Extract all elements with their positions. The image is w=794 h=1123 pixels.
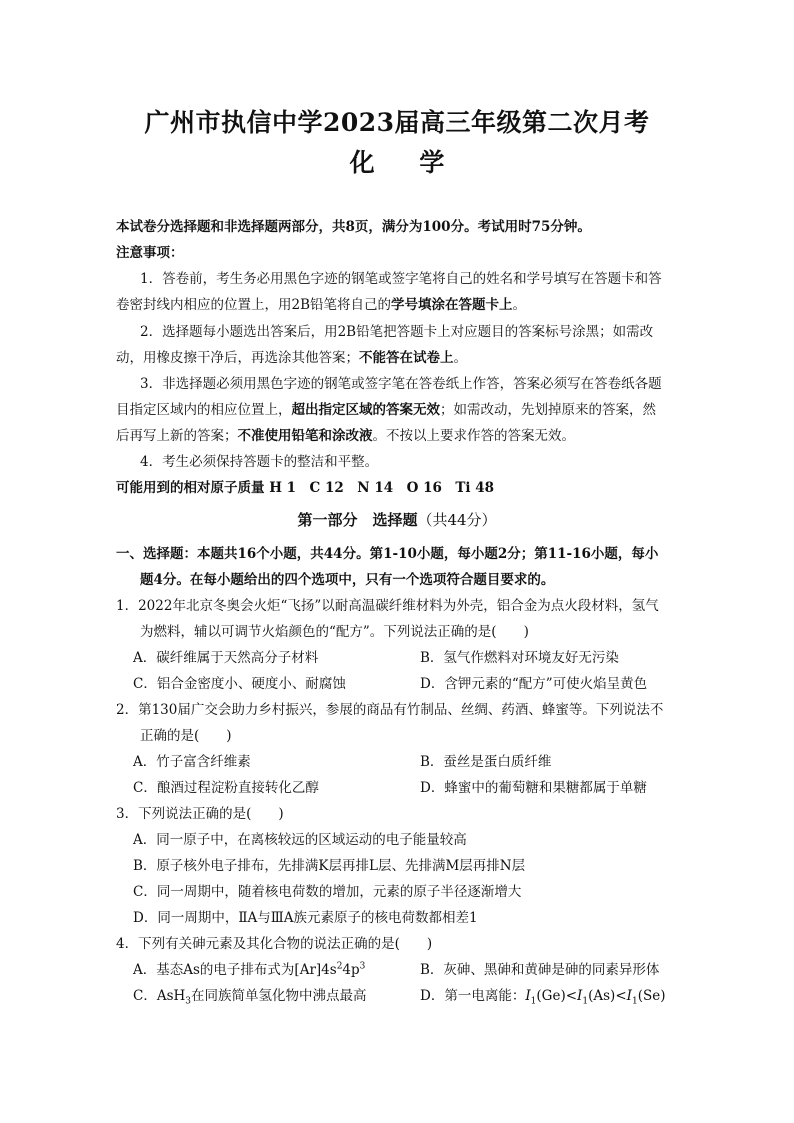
- notice-heading: 注意事项：: [116, 245, 184, 261]
- section-instructions-line-2: 题4分。在每小题给出的四个选项中，只有一个选项符合题目要求的。: [140, 572, 555, 588]
- exam-summary: 本试卷分选择题和非选择题两部分，共8页，满分为100分。考试用时75分钟。: [116, 219, 591, 235]
- q3-option-b: B．原子核外电子排布，先排满K层再排L层、先排满M层再排N层: [133, 858, 526, 874]
- q4-option-b: B．灰砷、黑砷和黄砷是砷的同素异形体: [420, 962, 660, 978]
- atomic-mass-line: 可能用到的相对原子质量 H 1 C 12 N 14 O 16 Ti 48: [116, 480, 495, 496]
- q3-option-a: A．同一原子中，在离核较远的区域运动的电子能量较高: [133, 832, 467, 848]
- q2-stem-line-1: 2．第130届广交会助力乡村振兴，参展的商品有竹制品、丝绸、药酒、蜂蜜等。下列说法不: [116, 702, 664, 718]
- note-2-line-1: 2．选择题每小题选出答案后，用2B铅笔把答题卡上对应题目的答案标号涂黑；如需改: [140, 324, 654, 340]
- q2-option-b: B．蚕丝是蛋白质纤维: [420, 754, 552, 770]
- q3-option-d: D．同一周期中，ⅡA与ⅢA族元素原子的核电荷数都相差1: [133, 910, 478, 926]
- q3-stem: 3．下列说法正确的是( ): [116, 806, 284, 822]
- q4-option-d: D．第一电离能：$I_1(Ge)<I_1(As)<I_1(Se)$: [420, 988, 666, 1007]
- q4-stem: 4．下列有关砷元素及其化合物的说法正确的是( ): [116, 936, 433, 952]
- q2-stem-line-2: 正确的是( ): [140, 728, 232, 744]
- section-title: 第一部分 选择题（共44分）: [297, 511, 497, 529]
- section-instructions-line-1: 一、选择题：本题共16个小题，共44分。第1-10小题，每小题2分；第11-16小题，每小: [116, 546, 659, 562]
- q4-option-a: A．基态As的电子排布式为$[Ar]4s^24p^3$: [133, 961, 366, 978]
- q1-option-d: D．含钾元素的“配方”可使火焰呈黄色: [420, 676, 648, 692]
- q2-option-a: A．竹子富含纤维素: [133, 754, 251, 770]
- note-2-line-2: 动，用橡皮擦干净后，再选涂其他答案；不能答在试卷上。: [116, 350, 467, 366]
- q1-stem-line-1: 1．2022年北京冬奥会火炬“飞扬”以耐高温碳纤维材料为外壳，铝合金为点火段材料，氢气: [116, 598, 659, 614]
- subject-title: 化 学: [349, 148, 463, 177]
- note-1-line-1: 1．答卷前，考生务必用黑色字迹的钢笔或签字笔将自己的姓名和学号填写在答题卡和答: [140, 271, 662, 287]
- note-1-line-2: 卷密封线内相应的位置上，用2B铅笔将自己的学号填涂在答题卡上。: [116, 297, 527, 313]
- q1-option-a: A．碳纤维属于天然高分子材料: [133, 650, 319, 666]
- note-3-line-3: 后再写上新的答案；不准使用铅笔和涂改液。不按以上要求作答的答案无效。: [116, 428, 575, 444]
- note-4-line-1: 4．考生必须保持答题卡的整洁和平整。: [140, 454, 379, 470]
- q2-option-d: D．蜂蜜中的葡萄糖和果糖都属于单糖: [420, 780, 647, 796]
- q1-option-b: B．氢气作燃料对环境友好无污染: [420, 650, 619, 666]
- note-3-line-1: 3．非选择题必须用黑色字迹的钢笔或签字笔在答卷纸上作答，答案必须写在答卷纸各题: [140, 376, 662, 392]
- q1-stem-line-2: 为燃料，辅以可调节火焰颜色的“配方”。下列说法正确的是( ): [140, 624, 529, 640]
- q2-option-c: C．酿酒过程淀粉直接转化乙醇: [133, 780, 319, 796]
- exam-title: 广州市执信中学2023届高三年级第二次月考: [144, 108, 650, 137]
- q4-option-c: C．AsH$_3$在同族简单氢化物中沸点最高: [133, 988, 367, 1007]
- note-3-line-2: 目指定区域内的相应位置上，超出指定区域的答案无效；如需改动，先划掉原来的答案，然: [116, 402, 656, 418]
- q3-option-c: C．同一周期中，随着核电荷数的增加，元素的原子半径逐渐增大: [133, 884, 522, 900]
- q1-option-c: C．铝合金密度小、硬度小、耐腐蚀: [133, 676, 346, 692]
